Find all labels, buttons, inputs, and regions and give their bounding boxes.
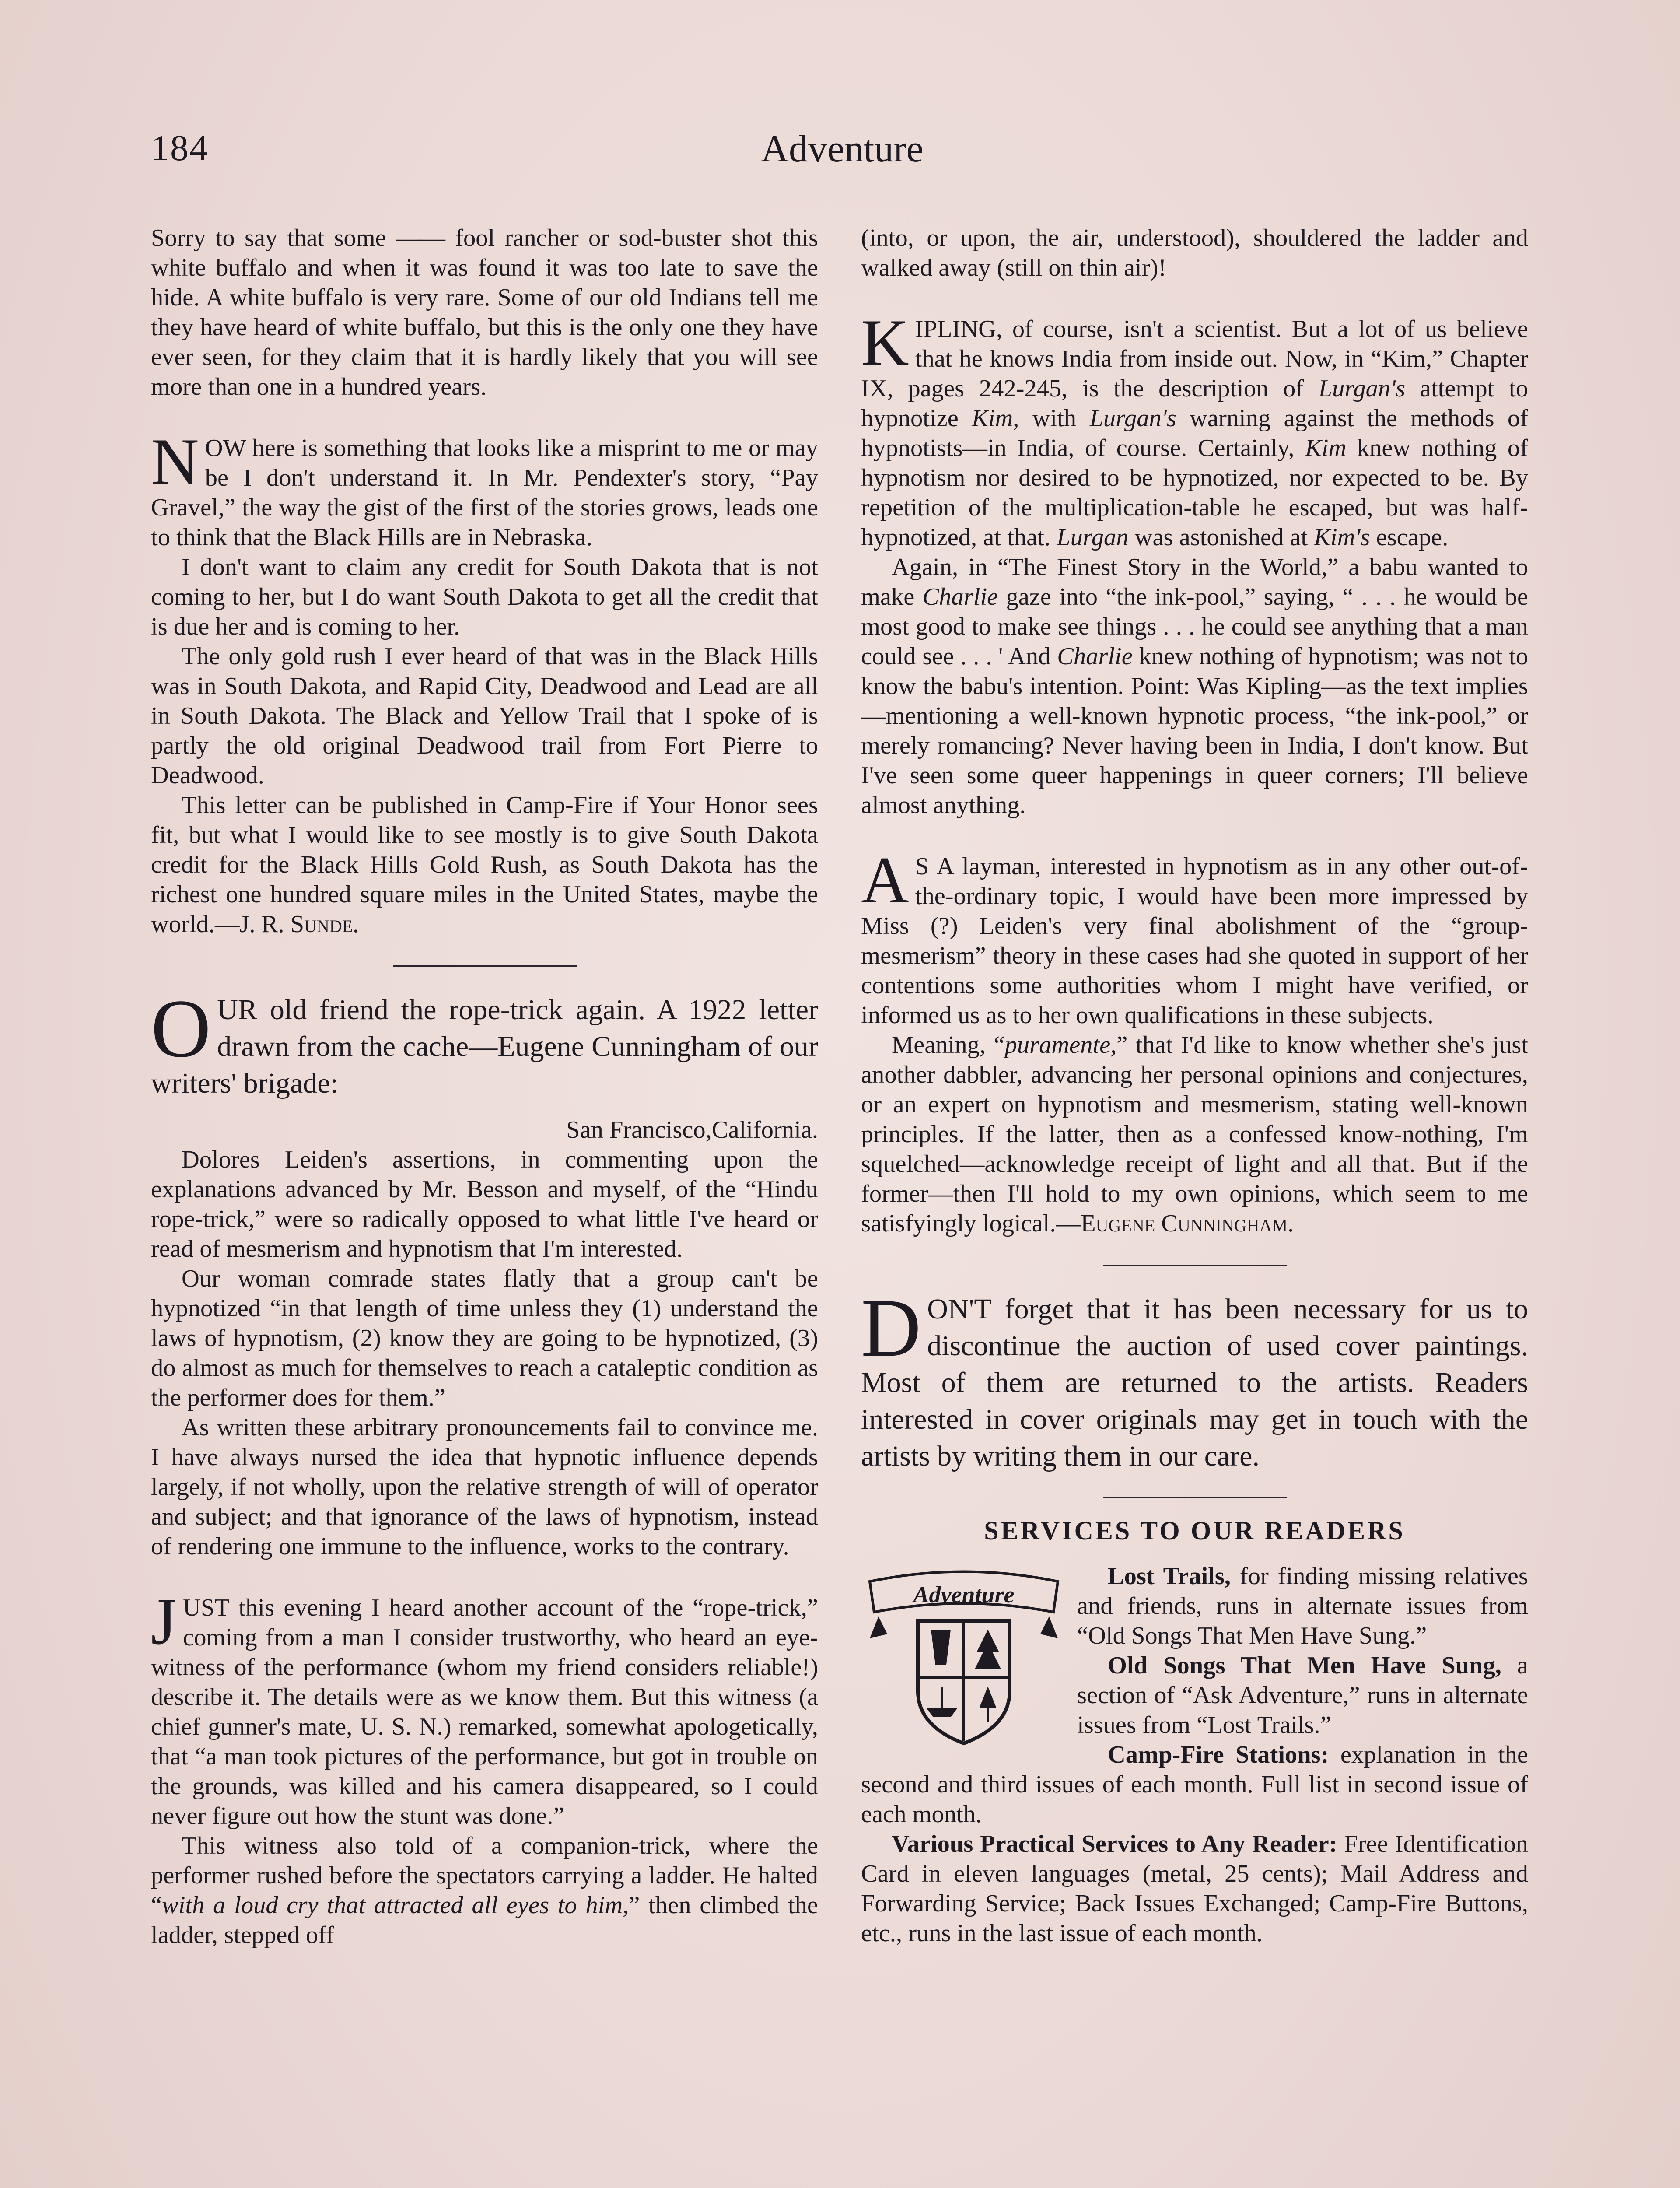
paragraph: (into, or upon, the air, understood), shouldered the ladder and walked away (still on thin air)! bbox=[861, 224, 1528, 281]
paragraph-text: ON'T forget that it has been necessary for us to discontinue the auction of used cover paintings. Most of them are returned to the artists. Readers interested in cover originals may get in touch with the artists by writing them in our care. bbox=[861, 1293, 1528, 1472]
paragraph: As written these arbitrary pronouncements fail to convince me. I have always nursed the idea that hypnotic influence depends largely, if not wholly, upon the relative strength of will of operator and subject; and that ignorance of the laws of hypnotism, instead of rendering one immune to the influence, works to the contrary. bbox=[151, 1414, 818, 1560]
paragraph: Dolores Leiden's assertions, in commenting upon the explanations advanced by Mr. Besson and myself, of the “Hindu rope-trick,” were so radically opposed to what little I've heard or read of mesmerism and hypnotism that I'm interested. bbox=[151, 1146, 818, 1262]
section-divider bbox=[393, 965, 577, 967]
section-intro bbox=[151, 983, 818, 1102]
paragraph bbox=[151, 425, 818, 552]
paragraph: Our woman comrade states flatly that a group can't be hypnotized “in that length of time unless they (1) understand the laws of hypnotism, (2) know they are going to be hypnotized, (3) do almost as much for themselves to reach a cataleptic condition as the performer does for them.” bbox=[151, 1265, 818, 1411]
paragraph-text: S A layman, interested in hypnotism as in any other out-of-the-ordinary topic, I would have been more impressed by Miss (?) Leiden's very final abolishment of the “group-mesmerism” theory in these cases had she quoted in support of her contentions some authorities whom I might have verified, or informed us as to her own qualifications in these subjects. bbox=[861, 853, 1528, 1029]
signature: Eugene Cunningham. bbox=[1081, 1210, 1294, 1237]
paragraph: The only gold rush I ever heard of that was in the Black Hills was in South Dakota, and Rapid City, Deadwood and Lead are all in South Dakota. The Black and Yellow Trail that I spoke of is partly the old original Deadwood trail from Fort Pierre to Deadwood. bbox=[151, 643, 818, 789]
page-header bbox=[151, 127, 1533, 179]
paragraph bbox=[861, 843, 1528, 1030]
paragraph: I don't want to claim any credit for South Dakota that is not coming to her, but I do want South Dakota to get all the credit that is due her and is coming to her. bbox=[151, 554, 818, 640]
drop-cap: D bbox=[861, 1282, 921, 1374]
paragraph: KIPLING, of course, isn't a scientist. But a lot of us believe that he knows India from inside out. Now, in “Kim,” Chapter IX, pages 242-245, is the description of Lurgan's attempt to hypnotize Kim, with Lurgan's warning against the methods of hypnotists—in India, of course. Certainly, Kim knew nothing of hypnotism nor desired to be hypnotized, nor expected to be. By repetition of the multiplication-table he escaped, but was half-hypnotized, at that. Lurgan was astonished at Kim's escape. bbox=[861, 306, 1528, 551]
drop-cap: J bbox=[151, 1585, 177, 1658]
paragraph bbox=[151, 790, 818, 939]
letter-place: San Francisco,California. bbox=[566, 1116, 818, 1143]
left-column bbox=[151, 223, 818, 1950]
paragraph-text: UR old friend the rope-trick again. A 1922 letter drawn from the cache—Eugene Cunningham of our writers' brigade: bbox=[151, 994, 818, 1099]
drop-cap: A bbox=[861, 843, 909, 917]
services-heading: SERVICES TO OUR READERS bbox=[984, 1516, 1405, 1545]
signature: Sunde. bbox=[290, 911, 359, 938]
notice-paragraph bbox=[861, 1282, 1528, 1475]
paragraph-text: This letter can be published in Camp-Fire if Your Honor sees fit, but what I would like to see mostly is to give South Dakota credit for the Black Hills Gold Rush, as South Dakota has the richest one hundred square miles in the United States, maybe the world.—J. R. bbox=[151, 792, 818, 938]
drop-cap: K bbox=[861, 306, 909, 379]
paragraph: Meaning, “puramente,” that I'd like to know whether she's just another dabbler, advancing her personal opinions and conjectures, or an expert on hypnotism and mesmerism, stating well-known principles. If the latter, then as a confessed know-nothing, I'm squelched—acknowledge receipt of light and all that. But if the former—then I'll hold to my own opinions, which seem to me satisfyingly logical.—Eugene Cunningham. bbox=[861, 1031, 1528, 1237]
service-practical-services: Various Practical Services to Any Reader: Free Identification Card in eleven languages (metal, 25 cents); Mail Address and Forwarding Service; Back Issues Exchanged; Camp-Fire Buttons, etc., runs in the last issue of each month. bbox=[861, 1830, 1528, 1947]
paragraph-text: UST this evening I heard another account of the “rope-trick,” coming from a man I consider trustworthy, who heard an eye-witness of the performance (whom my friend considers reliable!) describe it. The details were as we know them. But this witness (a chief gunner's mate, U. S. N.) remarked, somewhat apologetically, that “a man took pictures of the performance, but got in trouble on the grounds, was killed and his camera disappeared, so I could never figure out how the stunt was done.” bbox=[151, 1594, 818, 1830]
svg-text:Adventure: Adventure bbox=[913, 1581, 1015, 1608]
right-column bbox=[861, 223, 1528, 1948]
paragraph: This witness also told of a companion-trick, where the performer rushed before the spectators carrying a ladder. He halted “with a loud cry that attracted all eyes to him,” then climbed the ladder, stepped off bbox=[151, 1832, 818, 1949]
drop-cap: N bbox=[151, 425, 199, 498]
paragraph-text: OW here is something that looks like a misprint to me or may be I don't understand it. In Mr. Pendexter's story, “Pay Gravel,” the way the gist of the first of the stories grows, leads one to think that the Black Hills are in Nebraska. bbox=[151, 435, 818, 551]
service-old-songs: Old Songs That Men Have Sung, a section of “Ask Adventure,” runs in alternate issues from “Lost Trails.” bbox=[1077, 1652, 1528, 1739]
drop-cap: O bbox=[151, 983, 211, 1075]
service-lost-trails: Lost Trails, for finding missing relatives and friends, runs in alternate issues from “Old Songs That Men Have Sung.” bbox=[1077, 1563, 1528, 1649]
service-camp-fire-stations: Camp-Fire Stations: explanation in the second and third issues of each month. Full list in second issue of each month. bbox=[861, 1741, 1528, 1828]
magazine-title: Adventure bbox=[761, 128, 924, 170]
paragraph: Again, in “The Finest Story in the World,” a babu wanted to make Charlie gaze into “the ink-pool,” saying, “ . . . he would be most good to make see things . . . he could see anything that a man could see . . . ' And Charlie knew nothing of hypnotism; was not to know the babu's intention. Point: Was Kipling—as the text implies—mentioning a well-known hypnotic process, “the ink-pool,” or merely romancing? Never having been in India, I don't know. But I've seen some queer happenings in queer corners; I'll believe almost anything. bbox=[861, 554, 1528, 819]
paragraph: Sorry to say that some —— fool rancher or sod-buster shot this white buffalo and when it was found it was too late to save the hide. A white buffalo is very rare. Some of our old Indians tell me they have heard of white buffalo, but this is the only one they have ever seen, for they claim that it is hardly likely that you will see more than one in a hundred years. bbox=[151, 224, 818, 400]
adventure-logo bbox=[861, 1564, 1067, 1748]
page-number: 184 bbox=[151, 128, 209, 168]
section-divider bbox=[1103, 1265, 1287, 1266]
paragraph bbox=[151, 1585, 818, 1831]
section-divider bbox=[1103, 1497, 1287, 1498]
